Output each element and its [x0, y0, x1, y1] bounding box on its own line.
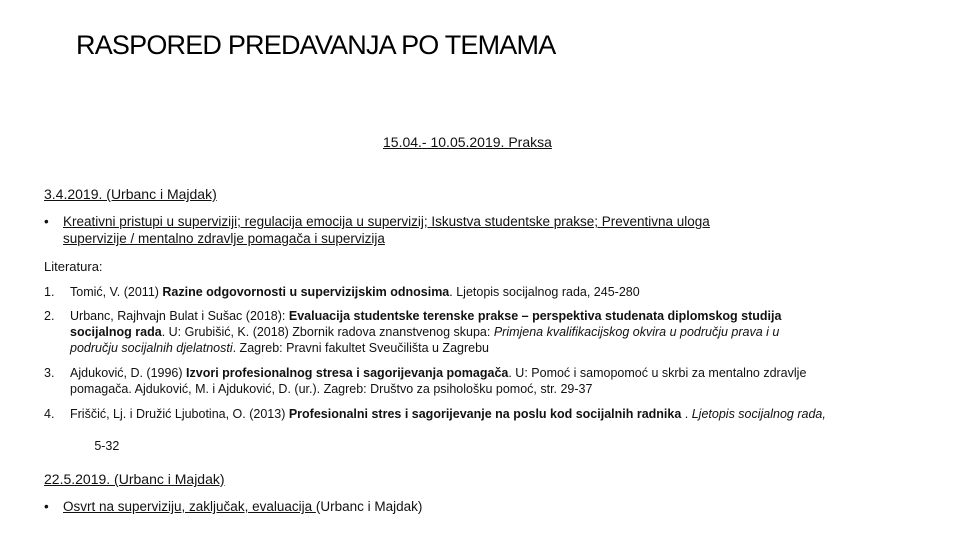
- section-heading-1: 3.4.2019. (Urbanc i Majdak): [44, 186, 217, 202]
- bullet-text: [63, 499, 422, 515]
- reference-journal: Ljetopis socijalnog rada,: [691, 407, 826, 421]
- bullet-glyph: •: [44, 499, 49, 514]
- reference-source-cont: pomagača. Ajduković, M. i Ajduković, D. (ur.). Zagreb: Društvo za psihološku pomoć, str. 29-37: [70, 382, 593, 396]
- reference-line: [70, 309, 924, 325]
- reference-authors: Friščić, Lj. i Družić Ljubotina, O. (2013): [70, 407, 289, 421]
- reference-line: [70, 285, 924, 301]
- reference-authors: Urbanc, Rajhvajn Bulat i Sušac (2018):: [70, 309, 289, 323]
- reference-line: [70, 325, 924, 341]
- reference-number: 2.: [44, 309, 55, 323]
- reference-authors: Tomić, V. (2011): [70, 285, 163, 299]
- reference-line: [70, 407, 924, 423]
- reference-title: Izvori profesionalnog stresa i sagorijevanja pomagača: [186, 366, 509, 380]
- bullet-text-line-1: Kreativni pristupi u superviziji; regulacija emocija u supervizij; Iskustva studentske prakse; Preventivna uloga: [63, 214, 710, 229]
- reference-publisher: . Zagreb: Pravni fakultet Sveučilišta u Zagrebu: [232, 341, 489, 355]
- reference-title: Razine odgovornosti u supervizijskim odnosima: [162, 285, 450, 299]
- reference-number: 1.: [44, 285, 55, 299]
- reference-separator: .: [681, 407, 692, 421]
- reference-title: Evaluacija studentske terenske prakse – perspektiva studenata diplomskog studija: [288, 309, 782, 323]
- reference-line: [70, 366, 924, 382]
- reference-line: [70, 382, 924, 398]
- reference-number: 3.: [44, 366, 55, 380]
- reference-authors: Ajduković, D. (1996): [70, 366, 187, 380]
- bullet-text-line-2: supervizije / mentalno zdravlje pomagača i supervizija: [63, 231, 385, 246]
- reference-book-title-cont: području socijalnih djelatnosti: [70, 341, 233, 355]
- slide-title: RASPORED PREDAVANJA PO TEMAMA: [76, 30, 556, 60]
- reference-title-cont: socijalnog rada: [70, 325, 162, 339]
- reference-number: 4.: [44, 407, 55, 421]
- reference-source: . Ljetopis socijalnog rada, 245-280: [449, 285, 640, 299]
- reference-title: Profesionalni stres i sagorijevanje na poslu kod socijalnih radnika: [288, 407, 682, 421]
- reference-line: [70, 423, 924, 470]
- bullet-text-plain: (Urbanc i Majdak): [315, 499, 423, 514]
- bullet-text-underlined: Osvrt na superviziju, zaključak, evaluacija: [63, 499, 316, 514]
- literature-label: Literatura:: [44, 259, 103, 274]
- reference-book-title: Primjena kvalifikacijskog okvira u području prava i u: [493, 325, 780, 339]
- reference-line: [70, 341, 924, 357]
- reference-source: . U: Grubišić, K. (2018) Zbornik radova znanstvenog skupa:: [161, 325, 494, 339]
- section-heading-2: 22.5.2019. (Urbanc i Majdak): [44, 471, 225, 487]
- reference-source: . U: Pomoć i samopomoć u skrbi za mentalno zdravlje: [508, 366, 807, 380]
- bullet-glyph: •: [44, 214, 49, 229]
- reference-pages: 5-32: [90, 438, 120, 453]
- date-range-heading: 15.04.- 10.05.2019. Praksa: [383, 134, 552, 150]
